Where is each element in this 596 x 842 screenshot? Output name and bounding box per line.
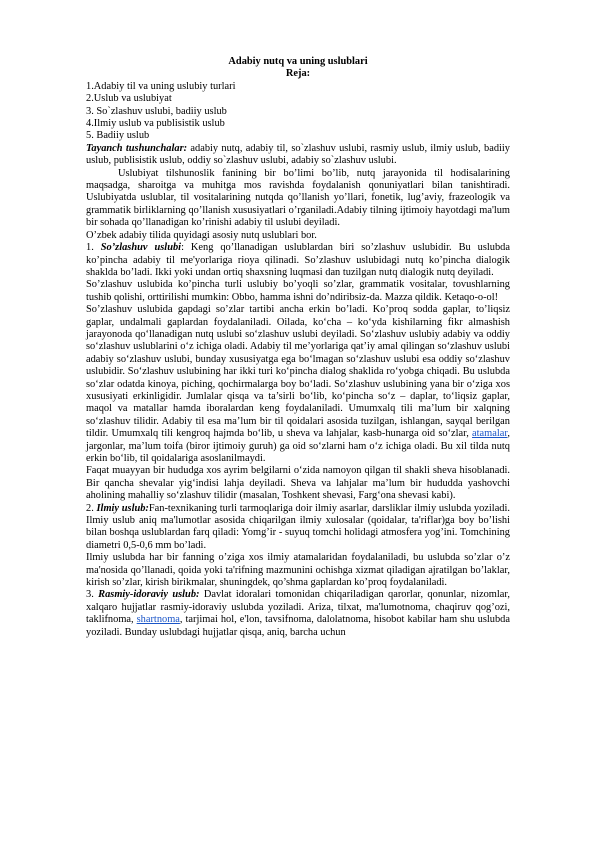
section-1-p3-text-a: So’zlashuv uslubida gapdagi so’zlar tartibi ancha erkin bo’ladi. Ko’proq sodda gaplar, to’liqsiz gaplar, undalmali gaplardan foydalaniladi. Oilada, ko‘cha – ko‘yda kishilarning fikr almashish jarayonoda qo‘llanadigan nutq uslubi so‘zlashuv uslubi deyiladi. So‘zlashuv uslubiy adabiy va oddiy so‘zlashuv uslublarini o‘z ichiga oladi. Adabiy til me’yorlariga qat’iy amal qilingan so‘zlashuv uslubi adabiy so‘zlashuv uslubi, bunday xususiyatga ega bo‘lmagan so‘zlashuv uslubi esa oddiy so‘zlashuv uslubidir. So‘zlashuv uslubining har ikki turi ko‘pincha dialog shaklida ro‘yobga chiqadi. Bu uslubda so‘zlar odatda kinoya, piching, qochirmalarga boy bo‘ladi. So‘zlashuv uslubining yana bir o‘ziga xos xususiyati erkinligidir. Jumlalar qisqa va ta’sirli bo‘lib, ko‘pincha so‘z – daplar, to‘liqsiz gaplar, maqol va matallar hamda iboralardan keng foydalaniladi. Umumxalq tili ma’lum bir xalqning so‘zlashuv tilidir. Adabiy til esa ma’lum bir til qoidalari asosida tuzilgan, ishlangan, sayqal berilgan tildir. Umumxalq tili kengroq hajmda bo‘lib, u sheva va lahjalar, kasb-hunarga oid so‘zlar, <box>86 304 510 440</box>
section-1-paragraph-2: So’zlashuv uslubida ko’pincha turli uslubiy bo’yoqli so’zlar, grammatik vositalar, tovushlarning tushib qolishi, orttirilishi mumkin: Obbo, hamma ishni do’ndiribsiz-da. Mazza qildik. Ketaqo-o-ol! <box>86 279 510 303</box>
key-terms-text: adabiy nutq, adabiy til, so`zlashuv uslubi, rasmiy uslub, ilmiy uslub, badiiy uslub, publisistik uslub, oddiy so`zlashuv uslubi, adabiy so`zlashuv uslubi. <box>86 142 510 167</box>
section-1-label: So’zlashuv uslubi <box>100 242 182 254</box>
types-intro: O’zbek adabiy tilida quyidagi asosiy nutq uslublari bor. <box>86 229 317 241</box>
plan-item: 5. Badiiy uslub <box>86 130 150 142</box>
document-page <box>86 56 510 639</box>
plan-item: 1.Adabiy til va uning uslubiy turlari <box>86 80 236 92</box>
document-title: Adabiy nutq va uning uslublari <box>228 56 368 67</box>
section-3-text-a: Davlat idoralari tomonidan chiqariladigan qarorlar, qonunlar, nizomlar, xalqaro hujjatlar rasmiy-idoraviy uslubda yoziladi. Ariza, tilxat, ma'lumotnoma, chaqiruv qog’ozi, taklifnoma, <box>86 589 511 626</box>
plan-heading: Reja: <box>285 68 311 80</box>
section-1-paragraph <box>86 242 510 279</box>
section-1-paragraph-4: Faqat muayyan bir hududga xos ayrim belgilarni o‘zida namoyon qilgan til shakli sheva hisoblanadi. Bir qancha shevalar yig‘indisi lahja deyiladi. Sheva va lahjalar ma’lum bir hududda yashovchi aholining mahalliy so‘zlashuv tilidir (masalan, Toshkent shevasi, Farg‘ona shevasi kabi). <box>86 465 510 502</box>
section-2-paragraph <box>86 503 510 553</box>
intro-paragraph: Uslubiyat tilshunoslik fanining bir bo’limi bo’lib, nutq jarayonida til hodisalarining maqsadga, sharoitga va muhitga mos ravishda foydalanish qonuniyatlari bilan tanishtiradi. Uslubiyatda uslublar, til vositalarining nutqda qo’llanish yo’llari, fonetik, lug’aviy, frazeologik va grammatik birliklarning qo’llanish xususiyatlari o’rganiladi.Adabiy tilning ijtimoiy hayotdagi ma'lum bir sohada qo’llanadigan ko’rinishi adabiy til uslubi deyiladi. <box>86 167 510 229</box>
shartnoma-link[interactable]: shartnoma <box>136 614 180 626</box>
section-1-p3-text-b: , jargonlar, ma’lum toifa (biror ijtimoiy guruh) ga oid so‘zlarni ham o‘z ichiga oladi. Bu xil tilda nutq erkin bo‘lib, til qoidalariga asoslanilmaydi. <box>86 428 510 464</box>
section-2-paragraph-2: Ilmiy uslubda har bir fanning o’ziga xos ilmiy atamalaridan foydalaniladi, bu uslubda so’zlar o’z ma'nosida qo’llanadi, qoida yoki ta'rifning mazmunini ochishga xizmat qiladigan ajratilgan bo’laklar, kirish so’zlar, kirish birikmalar, shuningdek, qo’shma gaplardan ko’proq foydalaniladi. <box>86 552 510 589</box>
plan-item: 2.Uslub va uslubiyat <box>86 93 172 105</box>
plan-item: 4.Ilmiy uslub va publisistik uslub <box>86 118 225 130</box>
section-2-number: 2. <box>86 502 97 514</box>
section-1-number: 1. <box>86 242 101 254</box>
section-3-label: Rasmiy-idoraviy uslub: <box>98 589 200 601</box>
plan-item: 3. So`zlashuv uslubi, badiiy uslub <box>86 105 227 117</box>
section-3-text-b: , tarjimai hol, e'lon, tavsifnoma, dalolatnoma, hisobot kabilar ham shu uslubda yoziladi. Bunday uslubdagi hujjatlar qisqa, aniq, barcha uchun <box>86 614 510 638</box>
section-2-label: Ilmiy uslub: <box>96 502 149 514</box>
plan-list <box>86 81 510 143</box>
section-1-text: : Keng qo’llanadigan uslublardan biri so’zlashuv uslubidir. Bu uslubda ko’pincha adabiy til me'yorlariga rioya qilinadi. So’zlashuv uslubidagi nutq ko’pincha dialogik shaklda bo’ladi. Ikki yoki undan ortiq shaxsning luqmasi dan tuzilgan nutq dialogik nutq deyiladi. <box>86 242 510 278</box>
atamalar-link[interactable]: atamalar <box>472 428 508 440</box>
section-3-number: 3. <box>86 589 99 601</box>
section-1-paragraph-3 <box>86 304 510 465</box>
section-3-paragraph <box>86 589 510 639</box>
key-terms-paragraph <box>86 143 510 168</box>
section-2-text: Fan-texnikaning turli tarmoqlariga doir ilmiy asarlar, darsliklar ilmiy uslubda yoziladi. Ilmiy uslub aniq ma'lumotlar asosida chiqarilgan ilmiy xulosalar (qoidalar, ta'riflar)ga boy bo’lishi bilan boshqa uslublardan farq qiladi: Yomg’ir - suyuq tomchi holidagi atmosfera yog’ini. Tomchining diametri 0,5-0,6 mm bo’ladi. <box>86 502 510 551</box>
key-terms-label: Tayanch tushunchalar: <box>86 142 188 154</box>
